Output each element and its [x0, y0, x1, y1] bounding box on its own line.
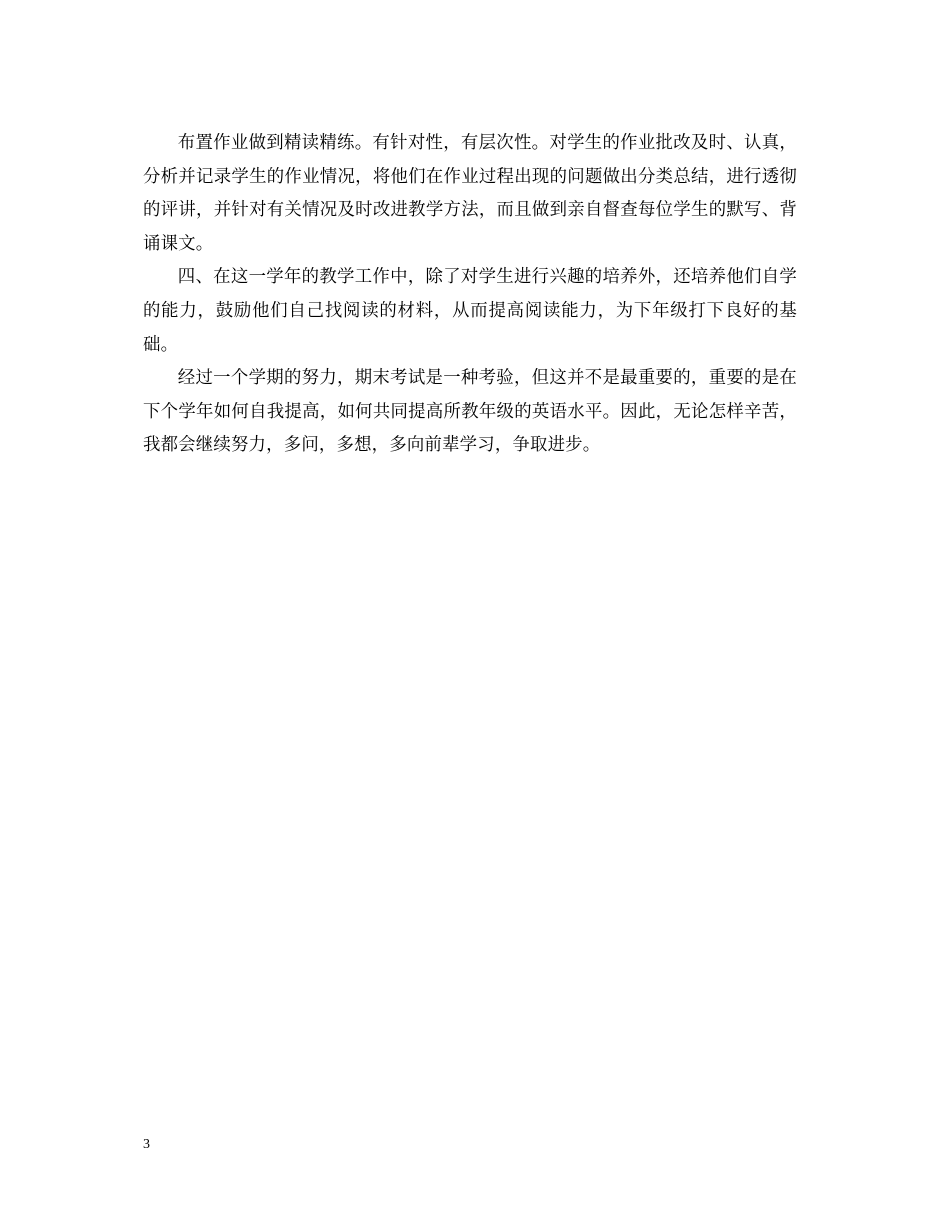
document-body	[143, 127, 797, 463]
paragraph-homework: 布置作业做到精读精练。有针对性，有层次性。对学生的作业批改及时、认真，分析并记录学生的作业情况，将他们在作业过程出现的问题做出分类总结，进行透彻的评讲，并针对有关情况及时改进教学方法，而且做到亲自督查每位学生的默写、背诵课文。	[143, 133, 797, 254]
paragraph-conclusion: 经过一个学期的努力，期末考试是一种考验，但这并不是最重要的，重要的是在下个学年如何自我提高，如何共同提高所教年级的英语水平。因此，无论怎样辛苦，我都会继续努力，多问，多想，多向前辈学习，争取进步。	[143, 368, 797, 456]
page-number: 3	[143, 1137, 150, 1152]
paragraph-self-study: 四、在这一学年的教学工作中，除了对学生进行兴趣的培养外，还培养他们自学的能力，鼓励他们自己找阅读的材料，从而提高阅读能力，为下年级打下良好的基础。	[143, 267, 797, 355]
